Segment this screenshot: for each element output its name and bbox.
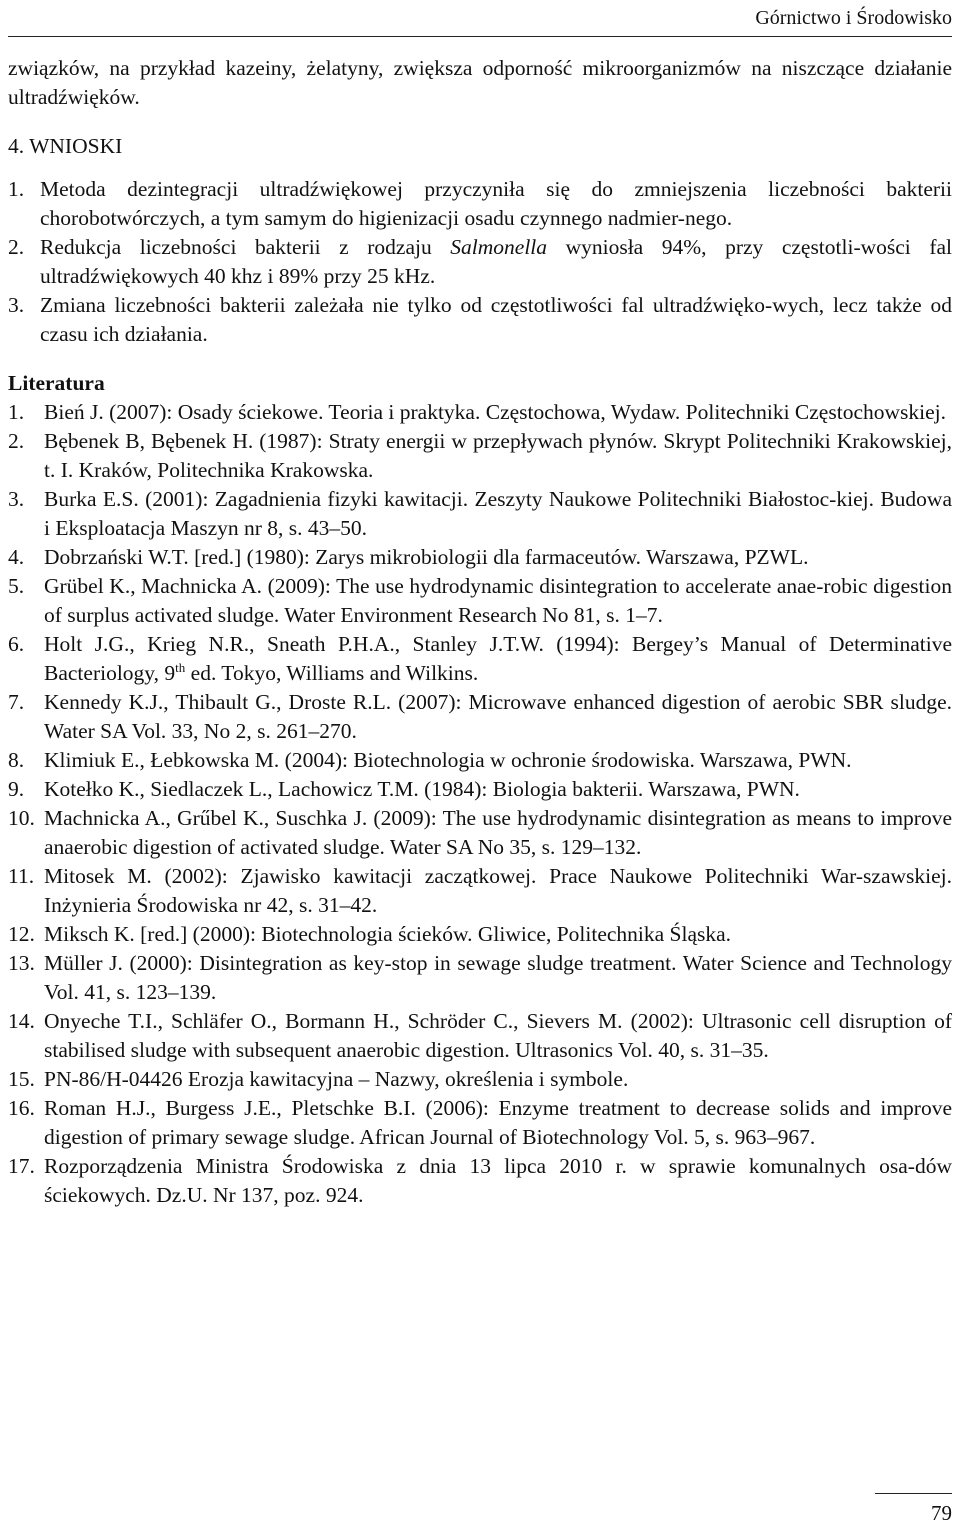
reference-number: 13.	[8, 951, 35, 975]
reference-item	[8, 485, 952, 543]
reference-number: 9.	[8, 777, 25, 801]
reference-list	[8, 398, 952, 1210]
conclusion-text-start: Redukcja liczebności bakterii z rodzaju	[40, 235, 451, 259]
reference-item	[8, 543, 952, 572]
reference-item	[8, 398, 952, 427]
reference-item	[8, 746, 952, 775]
reference-number: 4.	[8, 545, 25, 569]
reference-text: Onyeche T.I., Schläfer O., Bormann H., Schröder C., Sievers M. (2002): Ultrasonic cell disruption of stabilised sludge with subsequent anaerobic digestion. Ultrasonics Vol. 40, s. 31–35.	[44, 1009, 952, 1062]
footer-rule	[875, 1493, 952, 1494]
reference-text-start: Holt J.G., Krieg N.R., Sneath P.H.A., Stanley J.T.W. (1994): Bergey’s Manual of Determinative Bacteriology, 9	[44, 632, 952, 685]
reference-number: 11.	[8, 864, 35, 888]
reference-text: Grübel K., Machnicka A. (2009): The use hydrodynamic disintegration to accelerate anae-robic digestion of surplus activated sludge. Water Environment Research No 81, s. 1–7.	[44, 574, 952, 627]
reference-item	[8, 862, 952, 920]
reference-number: 10.	[8, 806, 35, 830]
reference-text: Bębenek B, Bębenek H. (1987): Straty energii w przepływach płynów. Skrypt Politechniki Krakowskiej, t. I. Kraków, Politechnika Krakowska.	[44, 429, 952, 482]
conclusion-number: 2.	[8, 235, 25, 259]
conclusion-number: 3.	[8, 293, 25, 317]
conclusion-text: Metoda dezintegracji ultradźwiękowej przyczyniła się do zmniejszenia liczebności bakterii chorobotwórczych, a tym samym do higienizacji osadu czynnego nadmier-nego.	[40, 177, 952, 230]
reference-number: 1.	[8, 400, 25, 424]
reference-text: PN-86/H-04426 Erozja kawitacyjna – Nazwy, określenia i symbole.	[44, 1067, 629, 1091]
reference-number: 15.	[8, 1067, 35, 1091]
reference-item	[8, 688, 952, 746]
reference-item	[8, 804, 952, 862]
section-heading: 4. WNIOSKI	[8, 134, 123, 158]
conclusion-text: Zmiana liczebności bakterii zależała nie tylko od częstotliwości fal ultradźwięko-wych, lecz także od czasu ich działania.	[40, 293, 952, 346]
reference-text: Bień J. (2007): Osady ściekowe. Teoria i praktyka. Częstochowa, Wydaw. Politechniki Częstochowskiej.	[44, 400, 946, 424]
reference-text: Miksch K. [red.] (2000): Biotechnologia ścieków. Gliwice, Politechnika Śląska.	[44, 922, 732, 946]
reference-text: Mitosek M. (2002): Zjawisko kawitacji zaczątkowej. Prace Naukowe Politechniki War-szawskiej. Inżynieria Środowiska nr 42, s. 31–42.	[44, 864, 952, 917]
reference-text-end: ed. Tokyo, Williams and Wilkins.	[185, 661, 479, 685]
header-rule	[8, 36, 952, 37]
page-number: 79	[931, 1501, 952, 1525]
reference-text: Roman H.J., Burgess J.E., Pletschke B.I. (2006): Enzyme treatment to decrease solids and improve digestion of primary sewage sludge. African Journal of Biotechnology Vol. 5, s. 963–967.	[44, 1096, 952, 1149]
page-body	[8, 54, 952, 1210]
genus-name: Salmonella	[450, 235, 548, 259]
reference-number: 3.	[8, 487, 25, 511]
reference-text: Kotełko K., Siedlaczek L., Lachowicz T.M. (1984): Biologia bakterii. Warszawa, PWN.	[44, 777, 800, 801]
reference-item	[8, 920, 952, 949]
reference-item	[8, 427, 952, 485]
conclusion-item	[8, 175, 952, 233]
reference-number: 12.	[8, 922, 35, 946]
reference-item	[8, 775, 952, 804]
reference-number: 2.	[8, 429, 25, 453]
conclusion-number: 1.	[8, 177, 25, 201]
reference-number: 6.	[8, 632, 25, 656]
reference-item	[8, 1007, 952, 1065]
reference-number: 5.	[8, 574, 25, 598]
running-header: Górnictwo i Środowisko	[755, 7, 952, 29]
reference-item	[8, 630, 952, 688]
reference-item	[8, 1065, 952, 1094]
reference-text	[44, 630, 952, 688]
reference-text: Müller J. (2000): Disintegration as key-stop in sewage sludge treatment. Water Science and Technology Vol. 41, s. 123–139.	[44, 951, 952, 1004]
reference-item	[8, 1152, 952, 1210]
reference-text: Kennedy K.J., Thibault G., Droste R.L. (2007): Microwave enhanced digestion of aerobic SBR sludge. Water SA Vol. 33, No 2, s. 261–270.	[44, 690, 952, 743]
superscript: th	[175, 660, 186, 675]
intro-paragraph: związków, na przykład kazeiny, żelatyny, zwiększa odporność mikroorganizmów na niszczące działanie ultradźwięków.	[8, 56, 952, 109]
reference-number: 7.	[8, 690, 25, 714]
conclusion-text-end: wyniosła 94%, przy częstotli-wości fal ultradźwiękowych 40 khz i 89% przy 25 kHz.	[40, 235, 952, 288]
reference-number: 8.	[8, 748, 25, 772]
reference-text: Dobrzański W.T. [red.] (1980): Zarys mikrobiologii dla farmaceutów. Warszawa, PZWL.	[44, 545, 809, 569]
reference-text: Klimiuk E., Łebkowska M. (2004): Biotechnologia w ochronie środowiska. Warszawa, PWN.	[44, 748, 852, 772]
reference-number: 17.	[8, 1154, 35, 1178]
reference-item	[8, 949, 952, 1007]
conclusion-text	[40, 233, 952, 291]
conclusion-item	[8, 233, 952, 291]
reference-text: Burka E.S. (2001): Zagadnienia fizyki kawitacji. Zeszyty Naukowe Politechniki Białostoc-kiej. Budowa i Eksploatacja Maszyn nr 8, s. 43–50.	[44, 487, 952, 540]
references-title: Literatura	[8, 371, 105, 395]
reference-number: 16.	[8, 1096, 35, 1120]
conclusion-item	[8, 291, 952, 349]
reference-text: Machnicka A., Grűbel K., Suschka J. (2009): The use hydrodynamic disintegration as means to improve anaerobic digestion of activated sludge. Water SA No 35, s. 129–132.	[44, 806, 952, 859]
reference-text: Rozporządzenia Ministra Środowiska z dnia 13 lipca 2010 r. w sprawie komunalnych osa-dów ściekowych. Dz.U. Nr 137, poz. 924.	[44, 1154, 952, 1207]
reference-item	[8, 572, 952, 630]
reference-item	[8, 1094, 952, 1152]
reference-number: 14.	[8, 1009, 35, 1033]
